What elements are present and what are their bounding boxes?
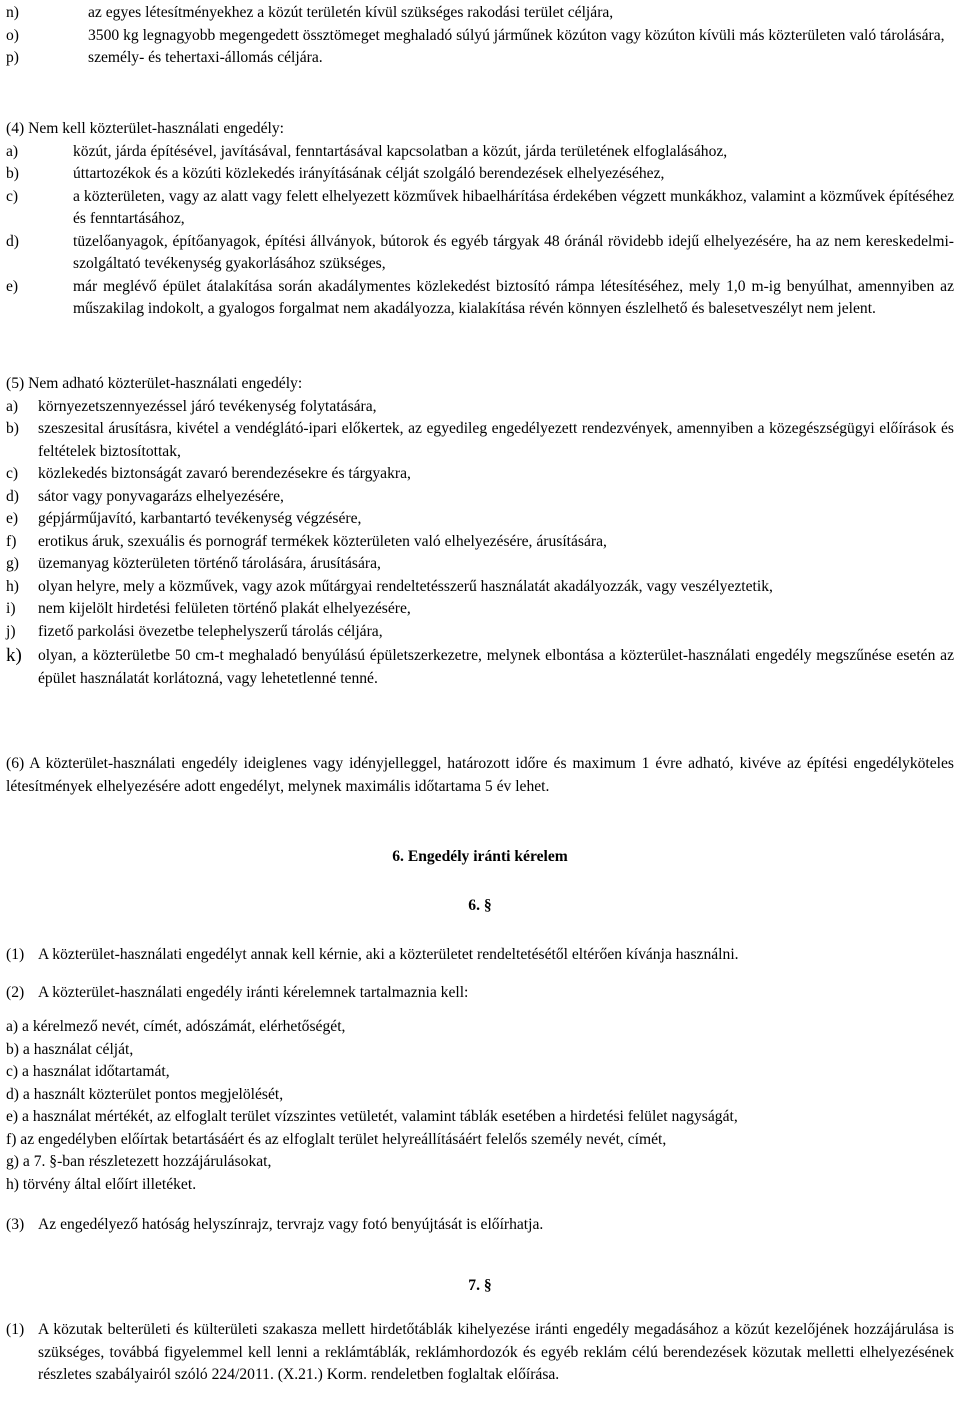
- section-number: 7. §: [468, 1277, 492, 1294]
- list-item: d) tüzelőanyagok, építőanyagok, építési állványok, bútorok és egyéb tárgyak 48 óránál rövidebb idejű elhelyezésére, ha az nem kereskedelmi-szolgáltató tevékenység gyakorlásához szükséges,: [6, 232, 954, 272]
- list-item: b) úttartozékok és a közúti közlekedés irányításának célját szolgáló berendezések elhelyezéséhez,: [6, 165, 665, 182]
- list-item: n) az egyes létesítményekhez a közút területén kívül szükséges rakodási terület céljára,: [6, 4, 614, 21]
- section-7-paragraph-1: (1) A közutak belterületi és külterületi szakasza mellett hirdetőtáblák kihelyezése iránti engedély megadásához a közút kezelőjének hozzájárulása is szükséges, továbbá figyelemmel kell lenni a reklámtáblák, reklámhordozók és egyéb reklám célú berendezések közutak melletti elhelyezésének részletes szabályairól szóló 224/2011. (X.21.) Korm. rendeletben foglaltak előírása.: [6, 1321, 954, 1383]
- list-item: e) a használat mértékét, az elfoglalt terület vízszintes vetületét, valamint táblák esetében a hirdetési felület nagyságát,: [6, 1108, 738, 1125]
- section-heading: (4) Nem kell közterület-használati engedély:: [6, 120, 284, 137]
- list-item: c) a használat időtartamát,: [6, 1063, 170, 1080]
- list-item: b) a használat célját,: [6, 1040, 134, 1058]
- paragraph-6: (6) A közterület-használati engedély ideiglenes vagy idényjelleggel, határozott időre és maximum 1 évre adható, kivéve az építési engedélyköteles létesítmények elhelyezésére adott engedélyt, melynek maximális időtartama 5 év lehet.: [6, 755, 954, 795]
- list-item: a) környezetszennyezéssel járó tevékenység folytatására,: [6, 397, 377, 415]
- section-5: [6, 373, 954, 690]
- list-item: a) a kérelmező nevét, címét, adószámát, elérhetőségét,: [6, 1018, 346, 1035]
- list-item: o) 3500 kg legnagyobb megengedett össztömeget meghaladó súlyú járműnek közúton vagy közúton kívüli más közterületen való tárolására,: [6, 26, 945, 44]
- list-item: c) közlekedés biztonságát zavaró berendezésekre és tárgyakra,: [6, 465, 411, 482]
- list-item: j) fizető parkolási övezetbe telephelyszerű tárolás céljára,: [6, 622, 383, 640]
- list-item: f) az engedélyben előírtak betartásáért és az elfoglalt terület helyreállításáért felelős személy nevét, címét,: [6, 1130, 667, 1148]
- list-item: e) gépjárműjavító, karbantartó tevékenység végzésére,: [6, 510, 362, 527]
- section-heading: (5) Nem adható közterület-használati engedély:: [6, 375, 303, 392]
- list-item: c) a közterületen, vagy az alatt vagy felett elhelyezett közművek hibaelhárítása érdekében végzett munkákhoz, valamint a közművek építéséhez és fenntartásához,: [6, 187, 954, 227]
- list-item: d) sátor vagy ponyvagarázs elhelyezésére,: [6, 487, 284, 505]
- list-item: g) a 7. §-ban részletezett hozzájárulásokat,: [6, 1153, 272, 1170]
- list-item: p) személy- és tehertaxi-állomás céljára.: [6, 49, 323, 66]
- chapter-title: 6. Engedély iránti kérelem: [392, 848, 568, 865]
- section-4: [6, 118, 954, 321]
- list-item: d) a használt közterület pontos megjelölését,: [6, 1085, 284, 1103]
- section-number: 6. §: [468, 897, 492, 914]
- list-item: h) olyan helyre, mely a közművek, vagy azok műtárgyai rendeltetésszerű használatát akadályozzák, vagy veszélyeztetik,: [6, 577, 773, 595]
- section-6-paragraph-3: (3) Az engedélyező hatóság helyszínrajz, tervrajz vagy fotó benyújtását is előírhatja.: [6, 1216, 544, 1233]
- list-item: a) közút, járda építésével, javításával, fenntartásával kapcsolatban a közút, járda területének elfoglalásához,: [6, 142, 728, 160]
- list-item: g) üzemanyag közterületen történő tárolására, árusítására,: [6, 555, 381, 572]
- list-item: f) erotikus áruk, szexuális és pornográf termékek közterületen való elhelyezésére, árusítására,: [6, 532, 607, 550]
- list-item: e) már meglévő épület átalakítása során akadálymentes közlekedést biztosító rámpa létesítéséhez, mely 1,0 m-ig benyúlhat, amennyiben az műszakilag indokolt, a gyalogos forgalmat nem akadályozza, kialakítása révén könnyen észlelhető és balesetveszélyt nem jelent.: [6, 277, 954, 317]
- top-list: [6, 2, 954, 70]
- request-contents-list: [6, 1016, 954, 1196]
- list-item: k) olyan, a közterületbe 50 cm-t meghaladó benyúlású épületszerkezetre, melynek elbontása a közterület-használati engedély megszűnése esetén az épület használatát korlátozná, vagy lehetetlenné tenné.: [6, 645, 954, 687]
- section-6-paragraph-1: (1) A közterület-használati engedélyt annak kell kérnie, aki a közterületet rendeltetésétől eltérően kívánja használni.: [6, 946, 739, 963]
- list-item: i) nem kijelölt hirdetési felületen történő plakát elhelyezésére,: [6, 600, 411, 617]
- list-item: b) szeszesital árusításra, kivétel a vendéglátó-ipari előkertek, az egyedileg engedélyezett rendezvények, amennyiben a közegészségügyi előírások és feltételek biztosítottak,: [6, 420, 954, 460]
- list-item: h) törvény által előírt illetéket.: [6, 1175, 197, 1193]
- section-6-paragraph-2: (2) A közterület-használati engedély iránti kérelemnek tartalmaznia kell:: [6, 984, 469, 1001]
